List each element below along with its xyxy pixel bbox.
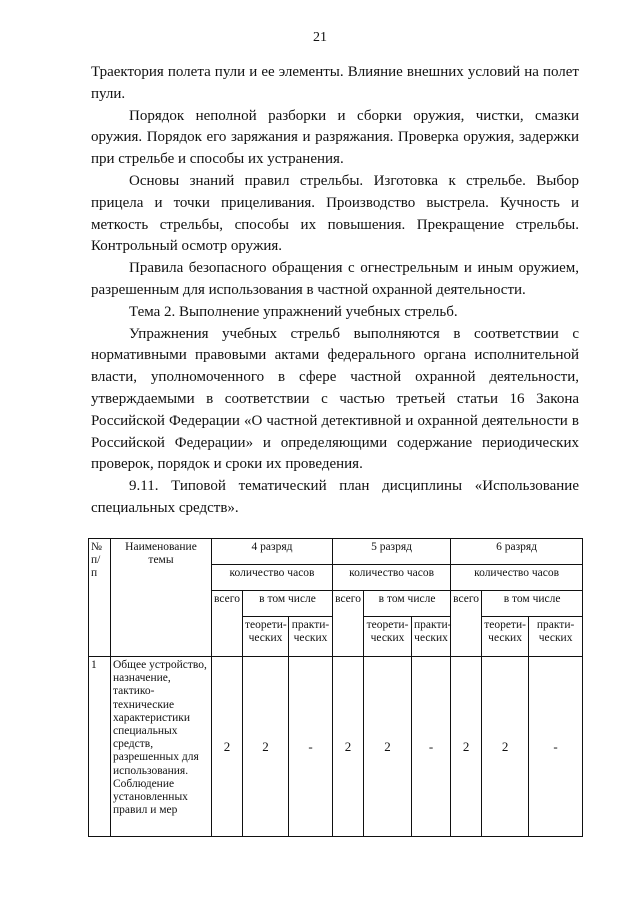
header-num: № п/ п xyxy=(89,539,111,657)
header-practice: практи-ческих xyxy=(289,617,333,657)
header-practice: практи-ческих xyxy=(412,617,451,657)
header-grade-5: 5 разряд xyxy=(333,539,451,565)
header-grade-6: 6 разряд xyxy=(451,539,583,565)
paragraph: Порядок неполной разборки и сборки оружия, чистки, смазки оружия. Порядок его заряжания и разряжания. Проверка оружия, задержки при стрельбе и способы их устранения. xyxy=(91,107,579,168)
header-including: в том числе xyxy=(364,591,451,617)
header-grade-4: 4 разряд xyxy=(212,539,333,565)
thematic-plan-table xyxy=(88,538,583,837)
body-text xyxy=(91,62,579,520)
cell-g6-theory: 2 xyxy=(482,657,529,837)
header-including: в том числе xyxy=(482,591,583,617)
header-topic-name: Наименование темы xyxy=(111,539,212,657)
paragraph: Правила безопасного обращения с огнестрельным и иным оружием, разрешенным для использования в частной охранной деятельности. xyxy=(91,260,579,298)
row-topic-name: Общее устройство, назначение, тактико-технические характеристики специальных средств, разрешенных для использования. Соблюдение установленных правил и мер xyxy=(111,657,212,837)
paragraph: Траектория полета пули и ее элементы. Влияние внешних условий на полет пули. xyxy=(91,64,579,102)
page-number: 21 xyxy=(313,30,327,45)
header-theory: теорети-ческих xyxy=(364,617,412,657)
cell-g5-theory: 2 xyxy=(364,657,412,837)
header-total: всего xyxy=(333,591,364,657)
row-num: 1 xyxy=(89,657,111,837)
cell-g4-total: 2 xyxy=(212,657,243,837)
cell-g5-practice: - xyxy=(412,657,451,837)
table-caption: 9.11. Типовой тематический план дисциплины «Использование специальных средств». xyxy=(91,478,579,516)
header-hours: количество часов xyxy=(451,565,583,591)
paragraph: Тема 2. Выполнение упражнений учебных стрельб. xyxy=(129,303,458,320)
cell-g6-practice: - xyxy=(529,657,583,837)
header-practice: практи-ческих xyxy=(529,617,583,657)
paragraph: Упражнения учебных стрельб выполняются в соответствии с нормативными правовыми актами федерального органа исполнительной власти, уполномоченного в сфере частной охранной деятельности, утверждаемыми в соответствии с частью третьей статьи 16 Закона Российской Федерации «О частной детективной и охранной деятельности в Российской Федерации» и определяющими содержание периодических проверок, порядок и сроки их проведения. xyxy=(91,325,579,473)
cell-g4-practice: - xyxy=(289,657,333,837)
header-theory: теорети-ческих xyxy=(243,617,289,657)
cell-g5-total: 2 xyxy=(333,657,364,837)
header-total: всего xyxy=(451,591,482,657)
table-row xyxy=(89,657,583,837)
header-hours: количество часов xyxy=(333,565,451,591)
cell-g4-theory: 2 xyxy=(243,657,289,837)
header-hours: количество часов xyxy=(212,565,333,591)
header-theory: теорети-ческих xyxy=(482,617,529,657)
cell-g6-total: 2 xyxy=(451,657,482,837)
paragraph: Основы знаний правил стрельбы. Изготовка к стрельбе. Выбор прицела и точки прицеливания. Производство выстрела. Кучность и меткость стрельбы, способы их повышения. Прекращение стрельбы. Контрольный осмотр оружия. xyxy=(91,172,579,255)
header-including: в том числе xyxy=(243,591,333,617)
header-total: всего xyxy=(212,591,243,657)
